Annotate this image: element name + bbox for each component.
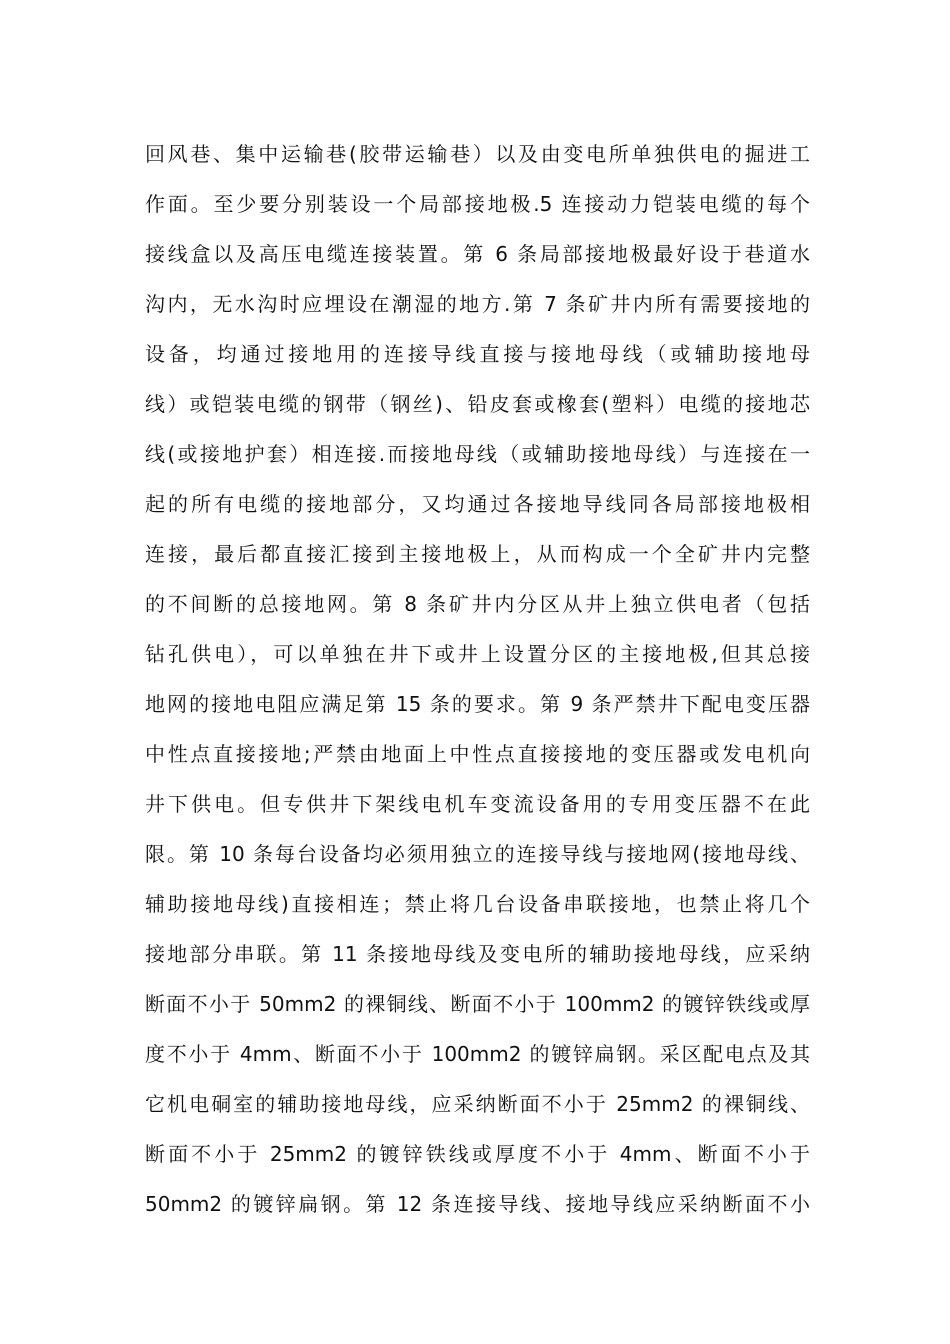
text-line: 线）或铠装电缆的钢带（钢丝)、铅皮套或橡套(塑料）电缆的接地芯 bbox=[145, 392, 810, 416]
text-line: 起的所有电缆的接地部分，又均通过各接地导线同各局部接地极相 bbox=[145, 492, 810, 516]
text-line: 断面不小于 50mm2 的裸铜线、断面不小于 100mm2 的镀锌铁线或厚 bbox=[145, 992, 810, 1016]
text-line: 它机电硐室的辅助接地母线，应采纳断面不小于 25mm2 的裸铜线、 bbox=[145, 1092, 810, 1116]
text-line: 50mm2 的镀锌扁钢。第 12 条连接导线、接地导线应采纳断面不小 bbox=[145, 1192, 810, 1216]
text-line: 的不间断的总接地网。第 8 条矿井内分区从井上独立供电者（包括 bbox=[145, 592, 810, 616]
text-line: 钻孔供电），可以单独在井下或井上设置分区的主接地极,但其总接 bbox=[145, 642, 810, 666]
text-line: 接地部分串联。第 11 条接地母线及变电所的辅助接地母线，应采纳 bbox=[145, 942, 810, 966]
text-line: 井下供电。但专供井下架线电机车变流设备用的专用变压器不在此 bbox=[145, 792, 810, 816]
text-line: 断面不小于 25mm2 的镀锌铁线或厚度不小于 4mm、断面不小于 bbox=[145, 1142, 810, 1166]
text-line: 地网的接地电阻应满足第 15 条的要求。第 9 条严禁井下配电变压器 bbox=[145, 692, 810, 716]
text-line: 中性点直接接地;严禁由地面上中性点直接接地的变压器或发电机向 bbox=[145, 742, 810, 766]
text-line: 线(或接地护套）相连接.而接地母线（或辅助接地母线）与连接在一 bbox=[145, 442, 810, 466]
body-text bbox=[145, 129, 810, 1229]
text-line: 接线盒以及高压电缆连接装置。第 6 条局部接地极最好设于巷道水 bbox=[145, 242, 810, 266]
text-line: 回风巷、集中运输巷(胶带运输巷）以及由变电所单独供电的掘进工 bbox=[145, 142, 810, 166]
text-line: 辅助接地母线)直接相连；禁止将几台设备串联接地，也禁止将几个 bbox=[145, 892, 810, 916]
text-line: 沟内，无水沟时应埋设在潮湿的地方.第 7 条矿井内所有需要接地的 bbox=[145, 292, 810, 316]
text-line: 度不小于 4mm、断面不小于 100mm2 的镀锌扁钢。采区配电点及其 bbox=[145, 1042, 810, 1066]
text-line: 设备，均通过接地用的连接导线直接与接地母线（或辅助接地母 bbox=[145, 342, 810, 366]
text-line: 限。第 10 条每台设备均必须用独立的连接导线与接地网(接地母线、 bbox=[145, 842, 810, 866]
text-line: 作面。至少要分别装设一个局部接地极.5 连接动力铠装电缆的每个 bbox=[145, 192, 810, 216]
text-line: 连接，最后都直接汇接到主接地极上，从而构成一个全矿井内完整 bbox=[145, 542, 810, 566]
